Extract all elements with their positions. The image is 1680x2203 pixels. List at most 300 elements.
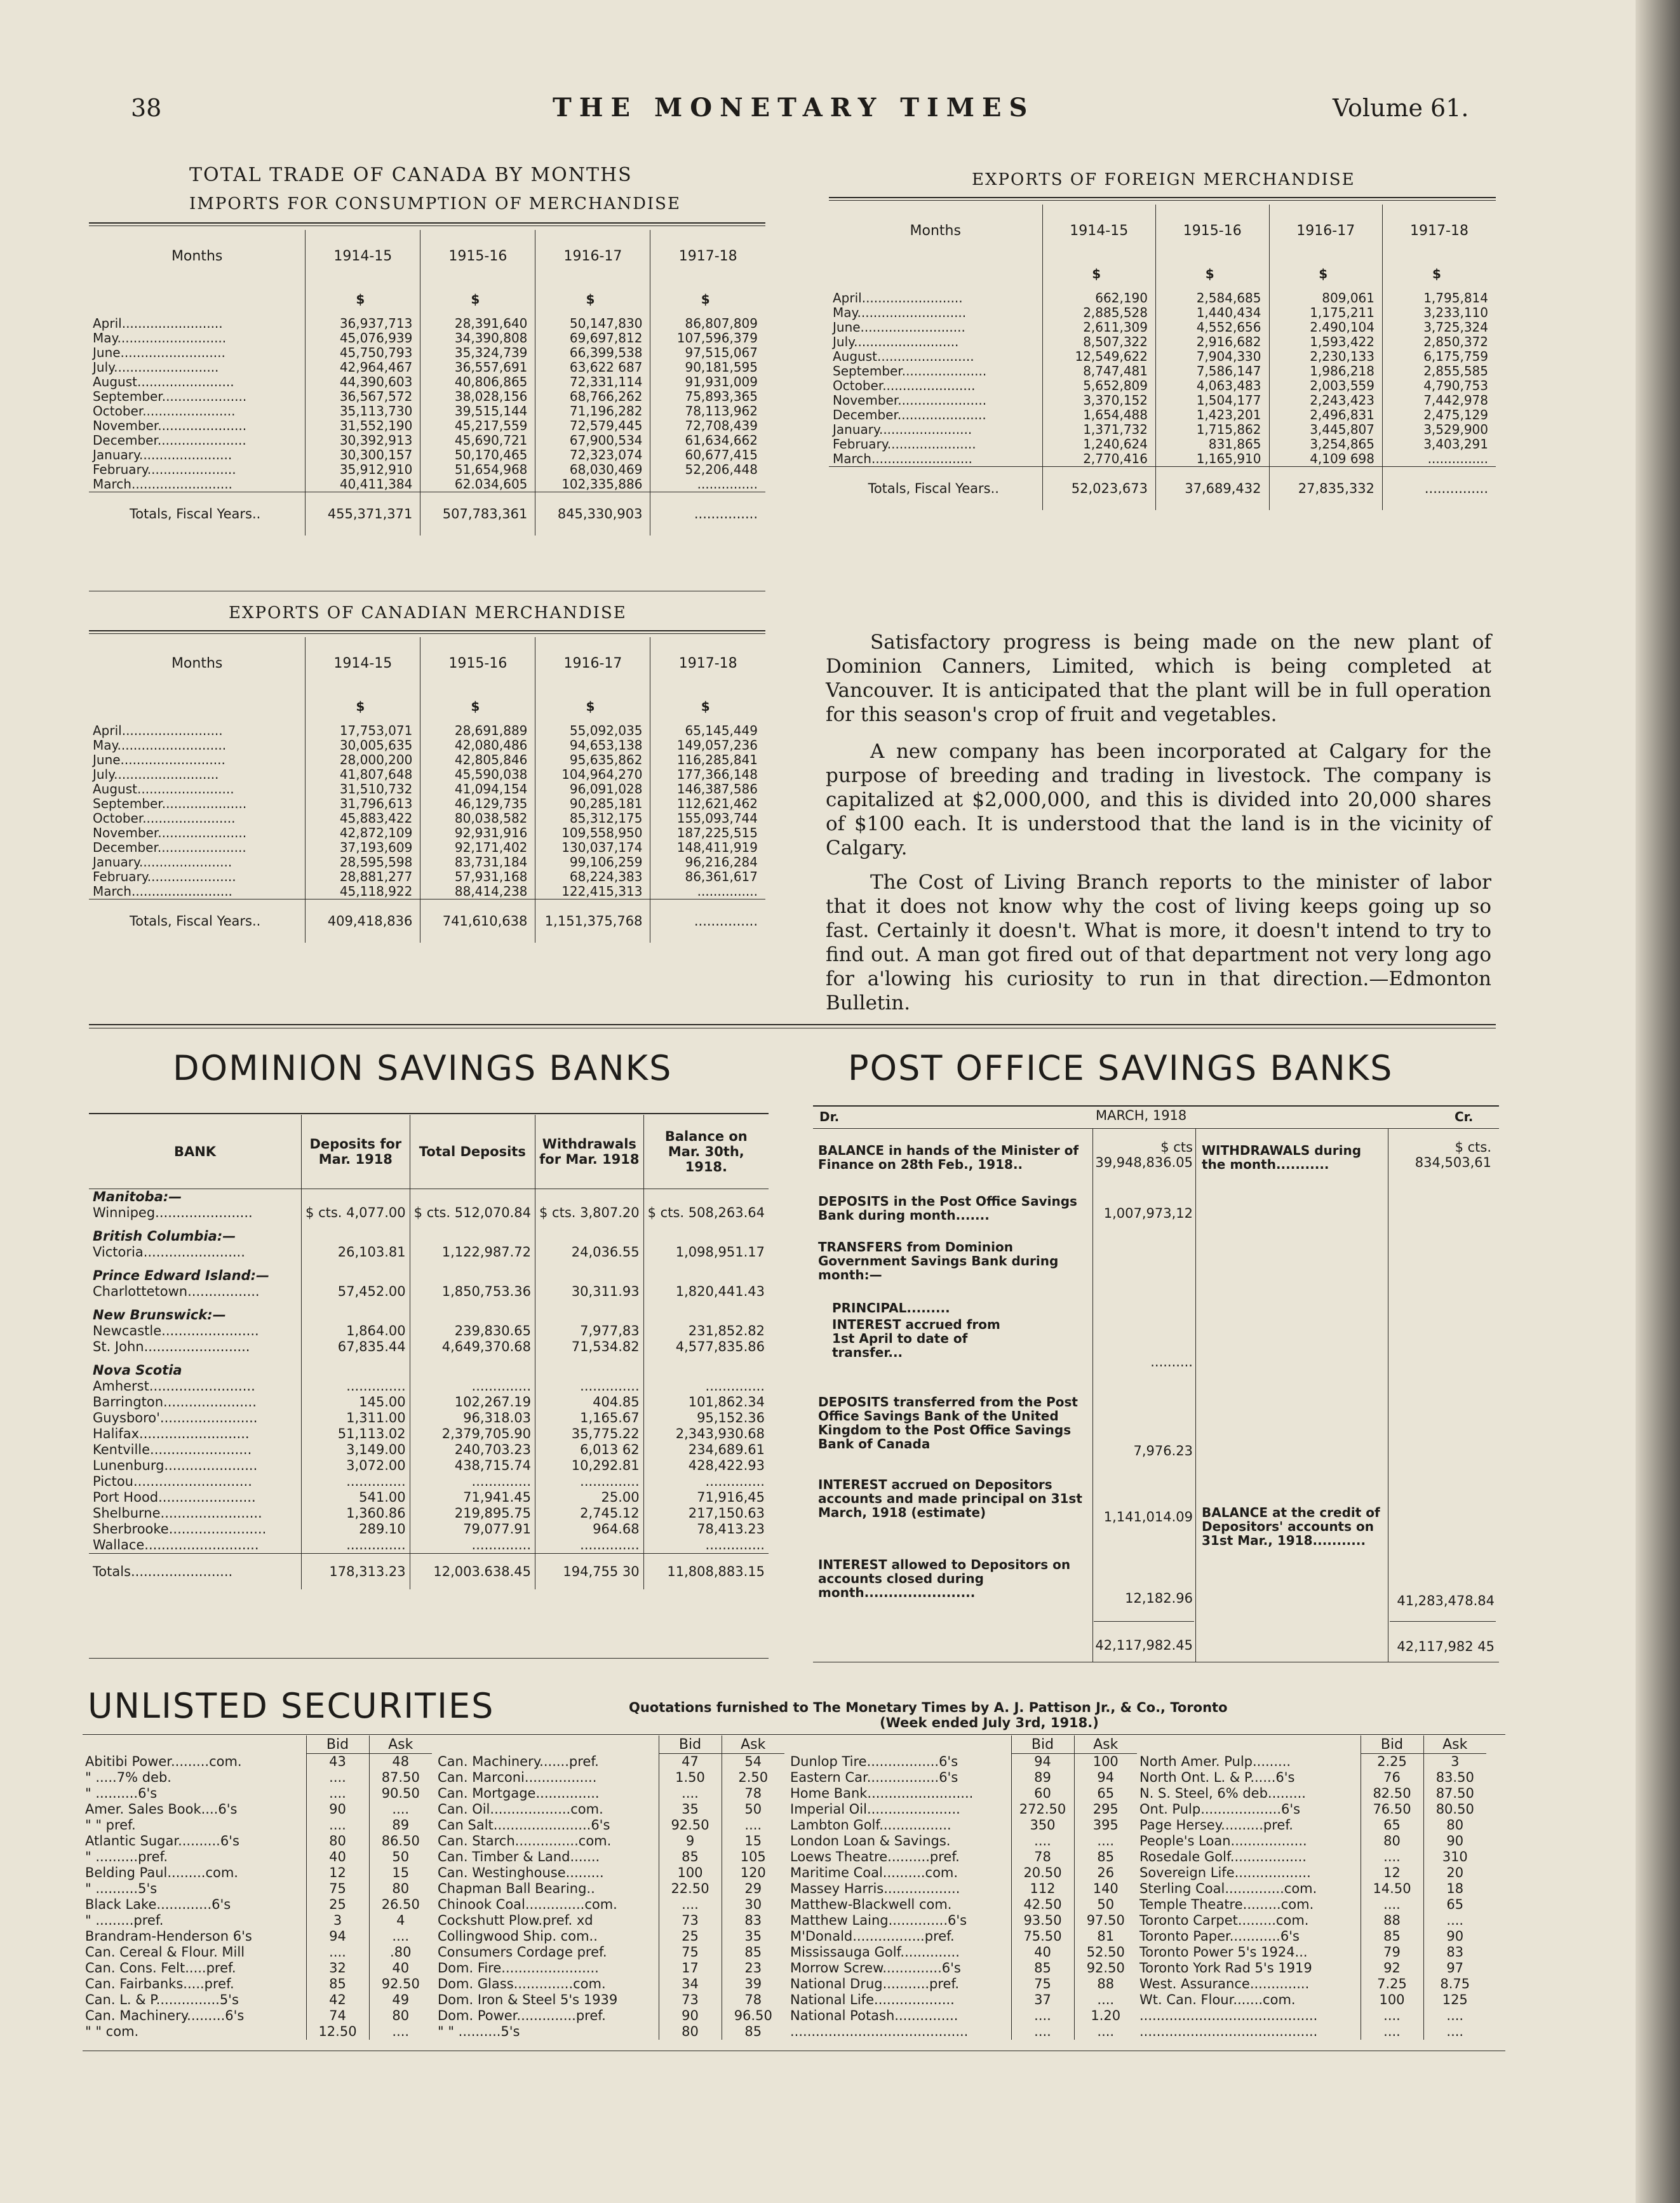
amount-cell: $ cts. 4,077.00 <box>302 1205 410 1221</box>
amount-cell: 231,852.82 <box>643 1323 769 1339</box>
ask-header: Ask <box>1074 1735 1137 1754</box>
value-cell: 40,806,865 <box>420 375 535 389</box>
security-name: " ..........5's <box>85 1881 158 1896</box>
table-row <box>89 316 765 331</box>
table-row <box>1137 1833 1486 1849</box>
ask-value: 86.50 <box>369 1833 432 1849</box>
ask-value: 50 <box>369 1849 432 1865</box>
month-cell: February...................... <box>833 436 976 452</box>
amount-cell: 71,534.82 <box>535 1339 644 1355</box>
value-cell: 4,063,483 <box>1156 379 1270 393</box>
security-name: Chapman Ball Bearing.. <box>438 1881 595 1896</box>
province-row <box>89 1363 769 1378</box>
table-row <box>435 1865 784 1881</box>
month-cell: November...................... <box>93 825 247 840</box>
month-cell: June.......................... <box>93 345 225 360</box>
bank-name: Winnipeg....................... <box>93 1205 253 1220</box>
totals-row <box>829 467 1496 511</box>
bid-value: 80 <box>306 1833 369 1849</box>
ask-header: Ask <box>722 1735 784 1754</box>
security-name: Massey Harris.................. <box>790 1881 960 1896</box>
amount-cell: .............. <box>410 1537 535 1554</box>
table-row <box>788 1786 1137 1802</box>
dominion-savings-table <box>89 1115 769 1589</box>
security-name: Lambton Golf................. <box>790 1817 951 1833</box>
ask-value: 96.50 <box>722 2008 784 2024</box>
value-cell: 3,445,807 <box>1269 422 1383 437</box>
table-row <box>788 2024 1137 2040</box>
month-cell: November...................... <box>833 393 987 408</box>
ask-value: .... <box>1423 1913 1486 1929</box>
ask-value: 310 <box>1423 1849 1486 1865</box>
amount-cell <box>302 1355 410 1363</box>
column-header: 1917-18 <box>650 637 765 689</box>
month-cell: July.......................... <box>833 334 959 349</box>
table-row <box>83 1754 432 1770</box>
value-cell: 42,872,109 <box>306 826 420 840</box>
security-name: Toronto Carpet.........com. <box>1139 1913 1309 1928</box>
security-name: Chinook Coal..............com. <box>438 1897 617 1912</box>
column-header: 1914-15 <box>306 230 420 282</box>
bank-name: St. John......................... <box>93 1339 250 1354</box>
table-row <box>83 1976 432 1992</box>
security-name: Imperial Oil...................... <box>790 1802 960 1817</box>
bid-value: 82.50 <box>1361 1786 1423 1802</box>
ask-value: 83 <box>722 1913 784 1929</box>
publication-title: THE MONETARY TIMES <box>553 93 1035 123</box>
value-cell: 30,300,157 <box>306 448 420 462</box>
ask-value: 85 <box>1074 1849 1137 1865</box>
value-cell: 17,753,071 <box>306 724 420 738</box>
table-row <box>788 1929 1137 1944</box>
amount-cell: 95,152.36 <box>643 1410 769 1426</box>
totals-value: 1,151,375,768 <box>535 899 650 943</box>
security-name: Matthew Laing..............6's <box>790 1913 967 1928</box>
value-cell: 2,003,559 <box>1269 379 1383 393</box>
value-cell: 31,796,613 <box>306 797 420 811</box>
table-row <box>829 452 1496 467</box>
totals-value: 409,418,836 <box>306 899 420 943</box>
table-row <box>89 389 765 404</box>
bid-value: 34 <box>659 1976 722 1992</box>
table-row <box>788 1976 1137 1992</box>
amount-cell: .............. <box>643 1474 769 1490</box>
bid-value: 37 <box>1011 1992 1074 2008</box>
table-row <box>1137 2008 1486 2024</box>
ask-value: 65 <box>1074 1786 1137 1802</box>
bid-value: 60 <box>1011 1786 1074 1802</box>
security-name: Amer. Sales Book....6's <box>85 1802 238 1817</box>
table-row <box>1137 1849 1486 1865</box>
column-header: 1917-18 <box>650 230 765 282</box>
po-date-label: MARCH, 1918 <box>1096 1108 1187 1123</box>
bid-value: 78 <box>1011 1849 1074 1865</box>
table-row <box>89 724 765 738</box>
value-cell: 51,654,968 <box>420 462 535 477</box>
bank-name: Newcastle....................... <box>93 1323 259 1338</box>
spacer-row <box>89 1260 769 1268</box>
amount-cell <box>535 1307 644 1323</box>
amount-cell: 234,689.61 <box>643 1442 769 1458</box>
ask-value: 92.50 <box>369 1976 432 1992</box>
ask-value: 83.50 <box>1423 1770 1486 1786</box>
security-name: Sovereign Life.................. <box>1139 1865 1311 1880</box>
ask-value: 87.50 <box>369 1770 432 1786</box>
amount-cell: 2,343,930.68 <box>643 1426 769 1442</box>
amount-cell: 96,318.03 <box>410 1410 535 1426</box>
amount-cell <box>410 1260 535 1268</box>
value-cell: 61,634,662 <box>650 433 765 448</box>
security-name: Can. Machinery.........6's <box>85 2008 245 2023</box>
ask-value: 23 <box>722 1960 784 1976</box>
value-cell: 8,507,322 <box>1042 335 1156 349</box>
amount-cell <box>410 1221 535 1229</box>
security-name: Dunlop Tire.................6's <box>790 1753 958 1769</box>
security-name: North Ont. L. & P......6's <box>1139 1770 1295 1785</box>
amount-cell: 71,916,45 <box>643 1490 769 1506</box>
security-name: Consumers Cordage pref. <box>438 1944 607 1960</box>
value-cell: 177,366,148 <box>650 767 765 782</box>
totals-label: Totals........................ <box>89 1554 302 1590</box>
currency-cell: $ <box>535 689 650 724</box>
table-row <box>788 1817 1137 1833</box>
value-cell: 28,881,277 <box>306 870 420 884</box>
value-cell: 72,323,074 <box>535 448 650 462</box>
amount-cell: 3,149.00 <box>302 1442 410 1458</box>
po-cr-label: Cr. <box>1455 1109 1474 1124</box>
security-name: " " pref. <box>85 1817 136 1833</box>
security-header <box>435 1735 659 1754</box>
amount-cell: 1,311.00 <box>302 1410 410 1426</box>
security-header <box>83 1735 306 1754</box>
value-cell: 86,807,809 <box>650 316 765 331</box>
ask-value: 50 <box>1074 1897 1137 1913</box>
value-cell: 96,216,284 <box>650 855 765 870</box>
amount-cell: 217,150.63 <box>643 1506 769 1521</box>
security-name: Toronto York Rad 5's 1919 <box>1139 1960 1312 1976</box>
totals-label: Totals, Fiscal Years.. <box>829 467 1042 511</box>
po-dr-label: Dr. <box>819 1109 840 1124</box>
bid-value: 25 <box>306 1897 369 1913</box>
bid-value: 74 <box>306 2008 369 2024</box>
value-cell: 45,217,559 <box>420 419 535 433</box>
month-cell: June.......................... <box>93 752 225 767</box>
value-cell: ............... <box>650 884 765 899</box>
totals-value: 11,808,883.15 <box>643 1554 769 1590</box>
amount-cell: 145.00 <box>302 1394 410 1410</box>
table-row <box>829 379 1496 393</box>
table-row <box>89 870 765 884</box>
ask-value: 105 <box>722 1849 784 1865</box>
value-cell: 30,392,913 <box>306 433 420 448</box>
value-cell: 35,912,910 <box>306 462 420 477</box>
value-cell: 94,653,138 <box>535 738 650 753</box>
security-name: Wt. Can. Flour.......com. <box>1139 1992 1296 2007</box>
ask-value: 20 <box>1423 1865 1486 1881</box>
bid-value: 85 <box>1361 1929 1423 1944</box>
security-name: Cockshutt Plow.pref. xd <box>438 1913 593 1928</box>
ask-value: 3 <box>1423 1754 1486 1770</box>
ask-value: 90 <box>1423 1929 1486 1944</box>
value-cell: 28,000,200 <box>306 753 420 767</box>
amount-cell: 101,862.34 <box>643 1394 769 1410</box>
security-name: .......................................... <box>790 2024 969 2039</box>
value-cell: 90,181,595 <box>650 360 765 375</box>
amount-cell: 25.00 <box>535 1490 644 1506</box>
value-cell: 31,510,732 <box>306 782 420 797</box>
totals-value: ............... <box>1383 467 1496 511</box>
table-row <box>83 1881 432 1897</box>
unlisted-column-table <box>1137 1735 1486 2040</box>
security-name: Can. Oil...................com. <box>438 1802 603 1817</box>
totals-value: 507,783,361 <box>420 492 535 536</box>
bid-value: 100 <box>1361 1992 1423 2008</box>
value-cell: 28,391,640 <box>420 316 535 331</box>
article-calgary-livestock: A new company has been incorporated at Calgary for the purpose of breeding and trading in livestock. The company is capitalized at $2,000,000, and this is divided into 20,000 shares of $100 each. It is understood that the land is in the vicinity of Calgary. <box>826 740 1491 859</box>
amount-cell <box>410 1355 535 1363</box>
bid-value: 94 <box>1011 1754 1074 1770</box>
month-cell: October....................... <box>833 378 976 393</box>
table-row <box>89 826 765 840</box>
bid-value: 1.50 <box>659 1770 722 1786</box>
currency-cell: $ <box>1269 257 1383 291</box>
totals-value: 741,610,638 <box>420 899 535 943</box>
value-cell: 2,855,585 <box>1383 364 1496 379</box>
ask-header: Ask <box>1423 1735 1486 1754</box>
ask-value: 125 <box>1423 1992 1486 2008</box>
month-cell: September..................... <box>833 363 987 379</box>
table-row <box>83 1960 432 1976</box>
po-dep-transferred-value: 7,976.23 <box>1133 1443 1193 1459</box>
page-number: 38 <box>131 94 162 122</box>
security-name: Can. Westinghouse......... <box>438 1865 604 1880</box>
bank-row <box>89 1521 769 1537</box>
ask-value: 120 <box>722 1865 784 1881</box>
ask-header: Ask <box>369 1735 432 1754</box>
amount-cell: 79,077.91 <box>410 1521 535 1537</box>
bank-name: Amherst......................... <box>93 1378 255 1394</box>
security-name: Temple Theatre.........com. <box>1139 1897 1314 1912</box>
table-row <box>83 1897 432 1913</box>
ask-value: 88 <box>1074 1976 1137 1992</box>
table-row <box>83 1849 432 1865</box>
bid-value: .... <box>1011 2024 1074 2040</box>
table-row <box>788 1865 1137 1881</box>
amount-cell: 1,122,987.72 <box>410 1244 535 1260</box>
value-cell: 4,790,753 <box>1383 379 1496 393</box>
table-row <box>788 1881 1137 1897</box>
imports-table <box>89 230 765 536</box>
bank-name: Halifax.......................... <box>93 1426 250 1441</box>
ask-value: .... <box>1074 1992 1137 2008</box>
security-name: West. Assurance.............. <box>1139 1976 1310 1991</box>
value-cell: 62.034,605 <box>420 477 535 492</box>
exports-foreign-title: EXPORTS OF FOREIGN MERCHANDISE <box>972 170 1355 189</box>
value-cell: 116,285,841 <box>650 753 765 767</box>
ask-value: 1.20 <box>1074 2008 1137 2024</box>
amount-cell <box>643 1260 769 1268</box>
table-row <box>83 2024 432 2040</box>
ask-value: 39 <box>722 1976 784 1992</box>
column-header: 1916-17 <box>1269 205 1383 257</box>
bid-value: .... <box>1361 2024 1423 2040</box>
po-dep-transferred-label: DEPOSITS transferred from the Post Office Savings Bank of the United Kingdom to the Post Office Savings Bank of Canada <box>818 1394 1078 1452</box>
ask-value: 29 <box>722 1881 784 1897</box>
amount-cell: .............. <box>643 1537 769 1554</box>
table-row <box>89 433 765 448</box>
value-cell: 2,475,129 <box>1383 408 1496 422</box>
value-cell: 96,091,028 <box>535 782 650 797</box>
province-row <box>89 1229 769 1244</box>
security-name: Can. Cons. Felt.....pref. <box>85 1960 236 1976</box>
ask-value: 80.50 <box>1423 1802 1486 1817</box>
bid-value: 2.25 <box>1361 1754 1423 1770</box>
value-cell: 30,005,635 <box>306 738 420 753</box>
totals-label: Totals, Fiscal Years.. <box>89 899 306 943</box>
security-name: Brandram-Henderson 6's <box>85 1929 252 1944</box>
value-cell: 1,371,732 <box>1042 422 1156 437</box>
amount-cell: .............. <box>410 1474 535 1490</box>
amount-cell <box>643 1229 769 1244</box>
value-cell: 112,621,462 <box>650 797 765 811</box>
bank-row <box>89 1410 769 1426</box>
ask-value: 15 <box>369 1865 432 1881</box>
table-row <box>788 1849 1137 1865</box>
security-name: " " ..........5's <box>438 2024 520 2039</box>
bid-value: 22.50 <box>659 1881 722 1897</box>
month-cell: January....................... <box>93 447 232 462</box>
value-cell: 41,094,154 <box>420 782 535 797</box>
ask-value: .... <box>369 1802 432 1817</box>
bid-value: .... <box>306 1944 369 1960</box>
totals-row <box>89 492 765 536</box>
value-cell: 35,324,739 <box>420 346 535 360</box>
province-row <box>89 1268 769 1284</box>
bank-name: Lunenburg...................... <box>93 1458 258 1473</box>
table-row <box>89 753 765 767</box>
bid-value: .... <box>306 1786 369 1802</box>
bid-value: .... <box>1011 2008 1074 2024</box>
bid-value: .... <box>1011 1833 1074 1849</box>
table-row <box>829 422 1496 437</box>
ask-value: 2.50 <box>722 1770 784 1786</box>
security-name: National Potash............... <box>790 2008 958 2023</box>
value-cell: 148,411,919 <box>650 840 765 855</box>
po-int-accrued-label: INTEREST accrued on Depositors accounts and made principal on 31st March, 1918 (estimate) <box>818 1477 1082 1520</box>
bid-value: 350 <box>1011 1817 1074 1833</box>
security-name: " .....7% deb. <box>85 1770 171 1785</box>
totals-value: 12,003.638.45 <box>410 1554 535 1590</box>
bid-value: 90 <box>306 1802 369 1817</box>
month-cell: September..................... <box>93 796 247 811</box>
month-cell: March......................... <box>93 884 232 899</box>
amount-cell <box>302 1363 410 1378</box>
amount-cell: 102,267.19 <box>410 1394 535 1410</box>
security-name: Can Salt.......................6's <box>438 1817 610 1833</box>
security-name: Rosedale Golf.................. <box>1139 1849 1307 1864</box>
value-cell: 83,731,184 <box>420 855 535 870</box>
ask-value: 40 <box>369 1960 432 1976</box>
bank-name <box>89 1355 302 1363</box>
value-cell: 8,747,481 <box>1042 364 1156 379</box>
amount-cell: 1,820,441.43 <box>643 1284 769 1300</box>
ask-value: .... <box>1074 1833 1137 1849</box>
ask-value: 80 <box>369 1881 432 1897</box>
bid-value: 40 <box>306 1849 369 1865</box>
security-name: Can. Marconi................. <box>438 1770 597 1785</box>
security-name: Belding Paul.........com. <box>85 1865 238 1880</box>
bid-value: 65 <box>1361 1817 1423 1833</box>
unlisted-quote-line1: Quotations furnished to The Monetary Times by A. J. Pattison Jr., & Co., Toronto <box>629 1700 1228 1715</box>
bid-value: 75 <box>306 1881 369 1897</box>
table-row <box>89 840 765 855</box>
amount-cell: 1,864.00 <box>302 1323 410 1339</box>
table-row <box>83 1817 432 1833</box>
po-cr-total: 42,117,982 45 <box>1397 1639 1495 1654</box>
province-name: Manitoba:— <box>93 1189 182 1204</box>
bid-value: 20.50 <box>1011 1865 1074 1881</box>
value-cell: 2,611,309 <box>1042 320 1156 335</box>
ask-value: 100 <box>1074 1754 1137 1770</box>
value-cell: 1,440,434 <box>1156 306 1270 320</box>
month-cell: April......................... <box>833 290 963 306</box>
value-cell: 36,567,572 <box>306 389 420 404</box>
amount-cell: 2,745.12 <box>535 1506 644 1521</box>
table-row <box>1137 1770 1486 1786</box>
table-row <box>435 2008 784 2024</box>
exports-canadian-table <box>89 637 765 943</box>
spacer-row <box>89 1221 769 1229</box>
column-header: 1916-17 <box>535 230 650 282</box>
month-cell: April......................... <box>93 316 223 331</box>
po-dr-total: 42,117,982.45 <box>1095 1638 1193 1653</box>
table-row <box>435 1786 784 1802</box>
amount-cell <box>643 1189 769 1206</box>
amount-cell: 1,165.67 <box>535 1410 644 1426</box>
table-row <box>89 462 765 477</box>
bank-name: Charlottetown................. <box>93 1284 260 1299</box>
ask-value: 80 <box>369 2008 432 2024</box>
value-cell: 68,766,262 <box>535 389 650 404</box>
value-cell: 7,442,978 <box>1383 393 1496 408</box>
value-cell: 2,885,528 <box>1042 306 1156 320</box>
amount-cell <box>535 1300 644 1307</box>
table-row <box>1137 1865 1486 1881</box>
bid-value: 7.25 <box>1361 1976 1423 1992</box>
bid-value: .... <box>1361 1849 1423 1865</box>
totals-value: 178,313.23 <box>302 1554 410 1590</box>
ask-value: 90.50 <box>369 1786 432 1802</box>
security-name: " .........pref. <box>85 1913 164 1928</box>
bid-value: .... <box>306 1817 369 1833</box>
ask-value: .... <box>722 1817 784 1833</box>
currency-cell: $ <box>650 689 765 724</box>
bid-value: 12.50 <box>306 2024 369 2040</box>
bank-name: Guysboro'....................... <box>93 1410 258 1425</box>
amount-cell <box>410 1268 535 1284</box>
security-name: " ..........pref. <box>85 1849 168 1864</box>
value-cell: 37,193,609 <box>306 840 420 855</box>
amount-cell: 67,835.44 <box>302 1339 410 1355</box>
value-cell: 2,850,372 <box>1383 335 1496 349</box>
month-cell: December...................... <box>93 433 246 448</box>
table-row <box>1137 1976 1486 1992</box>
table-row <box>83 1913 432 1929</box>
value-cell: 45,076,939 <box>306 331 420 346</box>
amount-cell <box>410 1189 535 1206</box>
spacer-row <box>89 1355 769 1363</box>
amount-cell <box>643 1300 769 1307</box>
